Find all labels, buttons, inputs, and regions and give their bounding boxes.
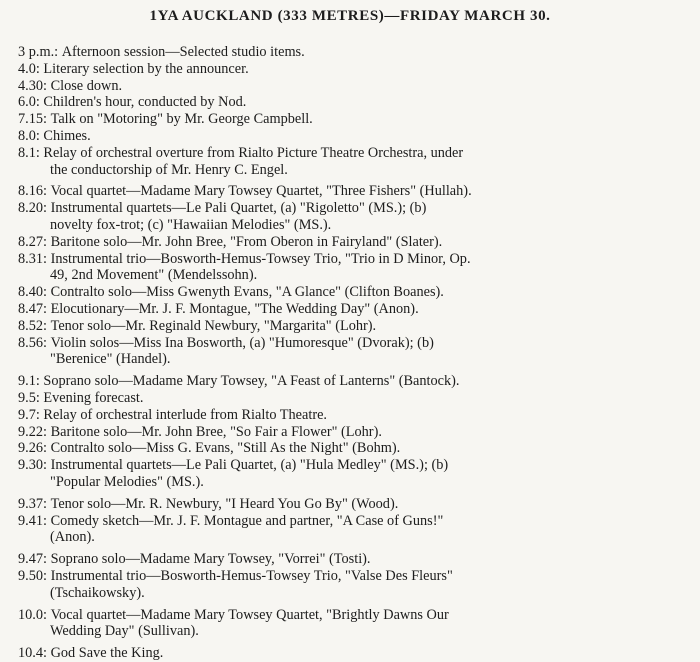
entry-text: Soprano solo—Madame Mary Towsey, "Vorrei" (Tosti).: [50, 551, 371, 568]
programme-entry: [18, 457, 690, 491]
programme-entry: [18, 145, 690, 179]
entry-text: Contralto solo—Miss Gwenyth Evans, "A Glance" (Clifton Boanes).: [50, 284, 444, 301]
programme-list: [18, 44, 690, 662]
programme-entry: [18, 183, 690, 200]
entry-continuation: novelty fox-trot; (c) "Hawaiian Melodies" (MS.).: [50, 216, 332, 233]
entry-time: 9.1:: [18, 373, 44, 390]
entry-text: Talk on "Motoring" by Mr. George Campbell.: [50, 111, 313, 128]
entry-text: Comedy sketch—Mr. J. F. Montague and partner, "A Case of Guns!": [50, 512, 444, 529]
programme-entry: [18, 200, 690, 234]
entry-text: Elocutionary—Mr. J. F. Montague, "The Wedding Day" (Anon).: [50, 300, 419, 317]
entry-text: Afternoon session—Selected studio items.: [61, 44, 305, 60]
entry-text: Soprano solo—Madame Mary Towsey, "A Feast of Lanterns" (Bantock).: [43, 373, 460, 390]
programme-entry: [18, 440, 690, 457]
entry-time: 8.31:: [18, 250, 51, 267]
programme-entry: [18, 407, 690, 424]
entry-text: Baritone solo—Mr. John Bree, "So Fair a Flower" (Lohr).: [50, 423, 382, 440]
entry-continuation: Wedding Day" (Sullivan).: [50, 623, 199, 640]
entry-time: 8.56:: [18, 334, 51, 351]
entry-time: 9.26:: [18, 440, 51, 457]
entry-time: 8.27:: [18, 233, 51, 250]
entry-time: 10.0:: [18, 606, 51, 623]
entry-time: 4.30:: [18, 77, 51, 94]
entry-continuation: the conductorship of Mr. Henry C. Engel.: [50, 161, 288, 178]
programme-entry: [18, 568, 690, 602]
entry-time: 6.0:: [18, 94, 44, 111]
entry-time: 9.37:: [18, 495, 51, 512]
programme-entry: [18, 496, 690, 513]
entry-text: God Save the King.: [50, 645, 164, 662]
entry-text: Relay of orchestral overture from Rialto Picture Theatre Orchestra, under: [43, 144, 464, 161]
programme-entry: [18, 390, 690, 407]
entry-time: 10.4:: [18, 645, 51, 662]
entry-text: Evening forecast.: [43, 389, 144, 406]
entry-time: 7.15:: [18, 111, 51, 128]
programme-entry: [18, 645, 690, 662]
entry-time: 9.7:: [18, 406, 44, 423]
entry-time: 9.41:: [18, 512, 51, 529]
entry-time: 8.0:: [18, 127, 44, 144]
entry-text: Close down.: [50, 77, 123, 94]
entry-time: 9.5:: [18, 389, 44, 406]
entry-text: Vocal quartet—Madame Mary Towsey Quartet, "Three Fishers" (Hullah).: [50, 183, 472, 200]
programme-entry: [18, 128, 690, 145]
entry-text: Relay of orchestral interlude from Rialto Theatre.: [43, 406, 328, 423]
entry-time: 8.1:: [18, 144, 44, 161]
programme-entry: [18, 234, 690, 251]
entry-continuation: (Anon).: [50, 529, 95, 546]
entry-text: Contralto solo—Miss G. Evans, "Still As the Night" (Bohm).: [50, 440, 401, 457]
entry-time: 4.0:: [18, 60, 44, 77]
programme-entry: [18, 94, 690, 111]
entry-text: Baritone solo—Mr. John Bree, "From Oberon in Fairyland" (Slater).: [50, 233, 443, 250]
programme-entry: [18, 251, 690, 285]
entry-time: 9.47:: [18, 551, 51, 568]
programme-heading: 1YA AUCKLAND (333 METRES)—FRIDAY MARCH 30.: [149, 8, 551, 24]
entry-time: 8.40:: [18, 284, 51, 301]
programme-entry: [18, 284, 690, 301]
entry-time: 9.22:: [18, 423, 51, 440]
entry-text: Vocal quartet—Madame Mary Towsey Quartet, "Brightly Dawns Our: [50, 606, 449, 623]
entry-text: Tenor solo—Mr. Reginald Newbury, "Margarita" (Lohr).: [50, 317, 377, 334]
programme-entry: [18, 61, 690, 78]
programme-entry: [18, 607, 690, 641]
programme-entry: [18, 318, 690, 335]
entry-time: 9.30:: [18, 457, 51, 474]
entry-text: Instrumental quartets—Le Pali Quartet, (a) "Hula Medley" (MS.); (b): [50, 457, 449, 474]
entry-text: Literary selection by the announcer.: [43, 60, 249, 77]
entry-text: Tenor solo—Mr. R. Newbury, "I Heard You Go By" (Wood).: [50, 495, 399, 512]
programme-entry: [18, 111, 690, 128]
entry-text: Chimes.: [43, 127, 91, 144]
programme-entry: [18, 551, 690, 568]
entry-time: 9.50:: [18, 567, 51, 584]
entry-text: Instrumental trio—Bosworth-Hemus-Towsey Trio, "Trio in D Minor, Op.: [50, 250, 471, 267]
programme-entry: [18, 301, 690, 318]
entry-time: 8.16:: [18, 183, 51, 200]
entry-continuation: 49, 2nd Movement" (Mendelssohn).: [50, 267, 258, 284]
entry-text: Children's hour, conducted by Nod.: [43, 94, 247, 111]
programme-entry: [18, 78, 690, 95]
entry-time: 8.20:: [18, 200, 51, 217]
entry-time: 8.47:: [18, 300, 51, 317]
programme-entry: [18, 513, 690, 547]
entry-continuation: "Popular Melodies" (MS.).: [50, 473, 204, 490]
entry-time: 8.52:: [18, 317, 51, 334]
entry-time: 3 p.m.:: [18, 44, 62, 60]
entry-continuation: "Berenice" (Handel).: [50, 351, 171, 368]
entry-text: Instrumental quartets—Le Pali Quartet, (a) "Rigoletto" (MS.); (b): [50, 200, 427, 217]
programme-entry: [18, 373, 690, 390]
programme-entry: [18, 424, 690, 441]
entry-text: Instrumental trio—Bosworth-Hemus-Towsey Trio, "Valse Des Fleurs": [50, 567, 453, 584]
programme-entry: [18, 335, 690, 369]
entry-continuation: (Tschaikowsky).: [50, 584, 145, 601]
programme-entry: [18, 44, 690, 61]
entry-text: Violin solos—Miss Ina Bosworth, (a) "Humoresque" (Dvorak); (b): [50, 334, 434, 351]
